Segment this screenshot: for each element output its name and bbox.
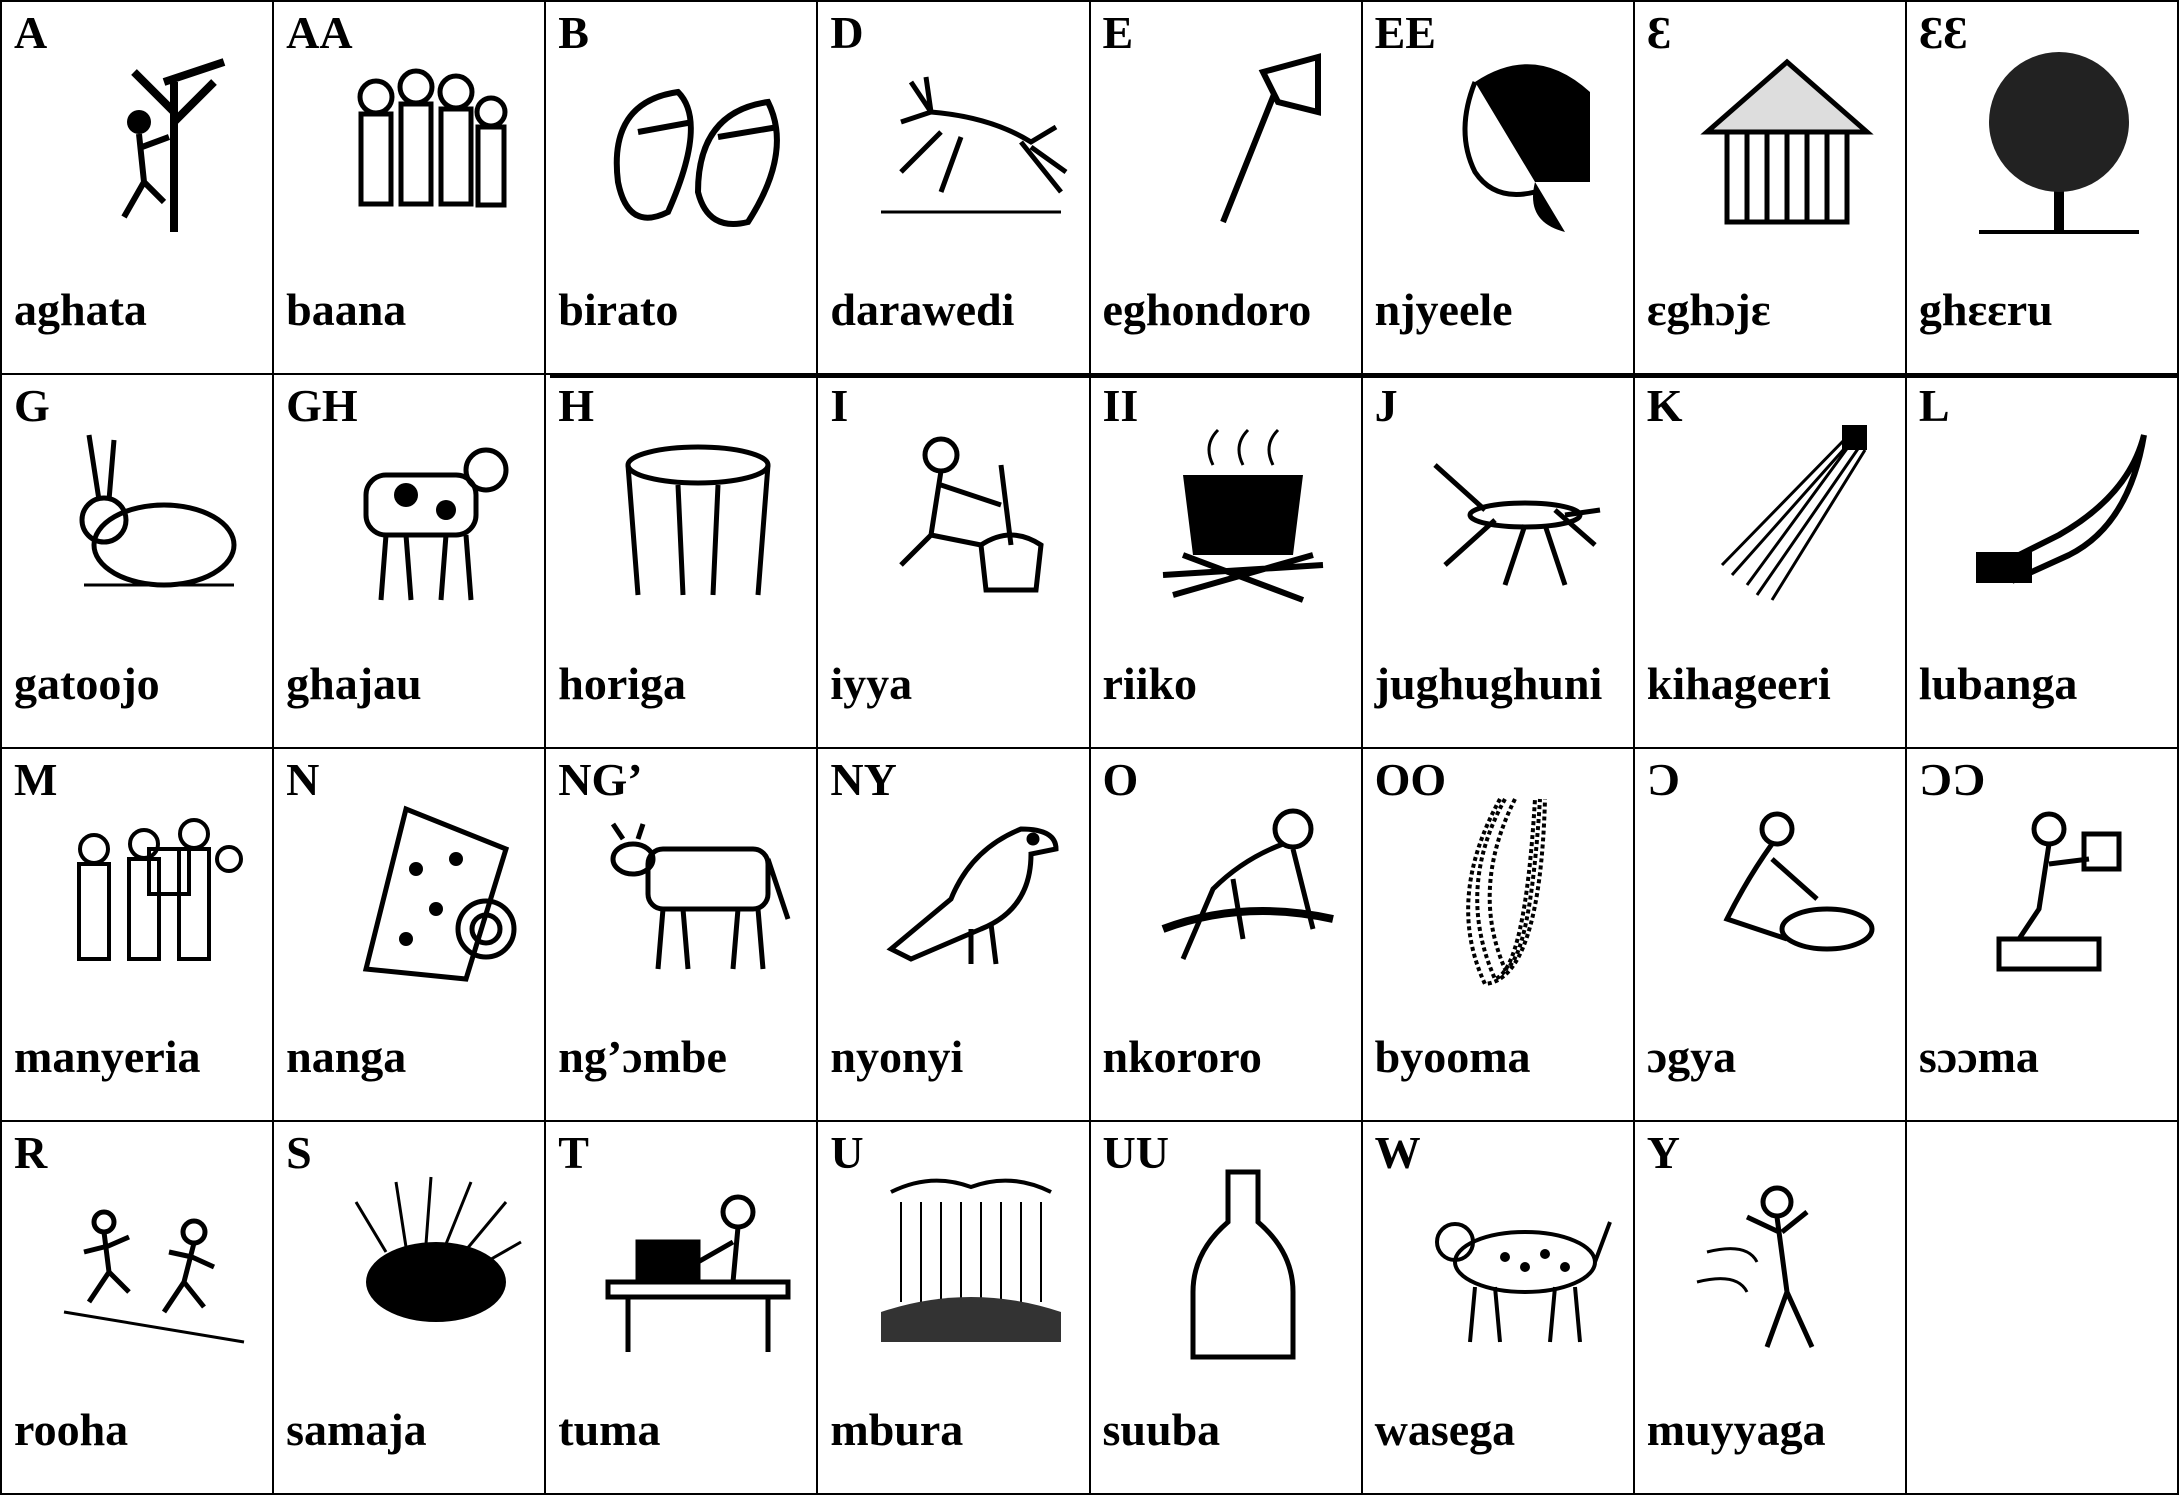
- card-word: nyonyi: [830, 1030, 964, 1082]
- card-letter: Y: [1646, 1126, 1680, 1178]
- classroom-meeting-icon: [54, 789, 254, 989]
- alphabet-card: [1907, 375, 2179, 748]
- empty-card: [1907, 1122, 2179, 1495]
- card-word: ghajau: [286, 657, 422, 709]
- card-letter: ƆƆ: [1918, 753, 1986, 805]
- alphabet-card: [1635, 375, 1907, 748]
- card-word: mbura: [830, 1404, 964, 1455]
- porcupine-icon: [326, 1162, 526, 1362]
- card-letter: N: [286, 753, 320, 805]
- stool-icon: [598, 415, 798, 615]
- alphabet-card: [818, 1122, 1090, 1495]
- card-word: ɛghɔjɛ: [1646, 284, 1771, 336]
- card-word: kihageeri: [1646, 657, 1831, 709]
- gazelle-icon: [871, 42, 1071, 242]
- cloth-roll-icon: [326, 789, 526, 989]
- woman-reading-icon: [1959, 789, 2159, 989]
- card-letter: D: [830, 7, 864, 58]
- card-letter: AA: [286, 7, 353, 58]
- alphabet-card: [546, 375, 818, 748]
- alphabet-card: [1091, 749, 1363, 1122]
- bird-icon: [871, 789, 1071, 989]
- alphabet-card: [274, 749, 546, 1122]
- card-letter: H: [558, 380, 595, 432]
- card-letter: OO: [1374, 753, 1447, 805]
- bead-necklace-icon: [1415, 789, 1615, 989]
- alphabet-card: [274, 2, 546, 375]
- alphabet-card: [546, 1122, 818, 1495]
- alphabet-card: [1635, 749, 1907, 1122]
- card-letter: M: [14, 753, 58, 805]
- leopard-icon: [1415, 1162, 1615, 1362]
- calf-icon: [326, 415, 526, 615]
- card-word: iyya: [830, 657, 913, 709]
- card-word: muyyaga: [1646, 1404, 1826, 1455]
- alphabet-card: [274, 375, 546, 748]
- card-word: lubanga: [1918, 657, 2078, 709]
- card-word: horiga: [558, 657, 687, 709]
- tree-icon: [1959, 42, 2159, 242]
- card-letter: W: [1374, 1126, 1421, 1178]
- children-group-icon: [326, 42, 526, 242]
- card-letter: E: [1102, 7, 1134, 58]
- card-word: rooha: [14, 1404, 129, 1455]
- bottle-icon: [1143, 1162, 1343, 1362]
- monkey-icon: [1143, 789, 1343, 989]
- card-letter: EE: [1374, 7, 1436, 58]
- card-word: gatoojo: [14, 657, 160, 709]
- alphabet-card: [274, 1122, 546, 1495]
- card-letter: A: [14, 7, 48, 58]
- card-letter: R: [14, 1126, 48, 1178]
- man-in-wind-icon: [1687, 1162, 1887, 1362]
- card-letter: UU: [1102, 1126, 1169, 1178]
- card-word: baana: [286, 284, 407, 336]
- row-divider: [550, 373, 2179, 378]
- children-running-icon: [54, 1162, 254, 1362]
- card-letter: NG’: [558, 753, 643, 805]
- card-word: manyeria: [14, 1030, 201, 1082]
- alphabet-card: [1907, 2, 2179, 375]
- boy-climbing-tree-icon: [54, 42, 254, 242]
- alphabet-card: [1635, 1122, 1907, 1495]
- alphabet-card: [1907, 749, 2179, 1122]
- alphabet-card: [1091, 1122, 1363, 1495]
- sandals-icon: [598, 42, 798, 242]
- woman-cooking-icon: [871, 415, 1071, 615]
- rabbit-icon: [54, 415, 254, 615]
- card-word: nanga: [286, 1030, 407, 1082]
- card-letter: S: [286, 1126, 312, 1178]
- alphabet-card: [1635, 2, 1907, 375]
- alphabet-card: [1091, 375, 1363, 748]
- card-word: eghondoro: [1102, 284, 1312, 336]
- card-letter: J: [1374, 380, 1398, 432]
- alphabet-card: [546, 2, 818, 375]
- card-word: samaja: [286, 1404, 427, 1455]
- alphabet-card: [2, 375, 274, 748]
- card-letter: L: [1918, 380, 1950, 432]
- card-letter: GH: [286, 380, 358, 432]
- alphabet-card: [818, 2, 1090, 375]
- card-word: ghɛɛru: [1918, 284, 2053, 336]
- head-hair-icon: [1415, 42, 1615, 242]
- alphabet-card: [1091, 2, 1363, 375]
- tailor-sewing-icon: [598, 1162, 798, 1362]
- card-letter: O: [1102, 753, 1139, 805]
- alphabet-card: [1363, 1122, 1635, 1495]
- card-letter: G: [14, 380, 50, 432]
- alphabet-card: [546, 749, 818, 1122]
- alphabet-card: [2, 749, 274, 1122]
- card-word: ng’ɔmbe: [558, 1030, 727, 1082]
- mosquito-icon: [1415, 415, 1615, 615]
- card-word: sɔɔma: [1918, 1030, 2039, 1082]
- card-word: darawedi: [830, 284, 1015, 336]
- card-word: wasega: [1374, 1404, 1516, 1455]
- card-letter: T: [558, 1126, 589, 1178]
- card-word: tuma: [558, 1404, 661, 1455]
- cooking-pot-fire-icon: [1143, 415, 1343, 615]
- card-letter: B: [558, 7, 589, 58]
- card-word: njyeele: [1374, 284, 1513, 336]
- card-word: aghata: [14, 284, 147, 336]
- card-word: ɔgya: [1646, 1030, 1737, 1082]
- card-letter: K: [1646, 380, 1683, 432]
- axe-icon: [1143, 42, 1343, 242]
- alphabet-card: [818, 375, 1090, 748]
- card-letter: Ɛ: [1646, 7, 1672, 58]
- card-letter: II: [1102, 380, 1139, 432]
- card-word: birato: [558, 284, 679, 336]
- cow-icon: [598, 789, 798, 989]
- card-word: jughughuni: [1374, 657, 1603, 709]
- alphabet-card: [818, 749, 1090, 1122]
- broom-icon: [1687, 415, 1887, 615]
- card-word: riiko: [1102, 657, 1198, 709]
- card-letter: NY: [830, 753, 897, 805]
- alphabet-card: [1363, 375, 1635, 748]
- card-word: byooma: [1374, 1030, 1531, 1082]
- thatched-hut-icon: [1687, 42, 1887, 242]
- rain-landscape-icon: [871, 1162, 1071, 1362]
- alphabet-card: [1363, 749, 1635, 1122]
- alphabet-card: [1363, 2, 1635, 375]
- woman-washing-icon: [1687, 789, 1887, 989]
- card-letter: Ɔ: [1646, 753, 1680, 805]
- card-letter: U: [830, 1126, 864, 1178]
- card-word: suuba: [1102, 1404, 1221, 1455]
- card-letter: I: [830, 380, 849, 432]
- alphabet-card: [2, 2, 274, 375]
- alphabet-card: [2, 1122, 274, 1495]
- card-word: nkororo: [1102, 1030, 1262, 1082]
- card-letter: ƐƐ: [1918, 7, 1968, 58]
- machete-icon: [1959, 415, 2159, 615]
